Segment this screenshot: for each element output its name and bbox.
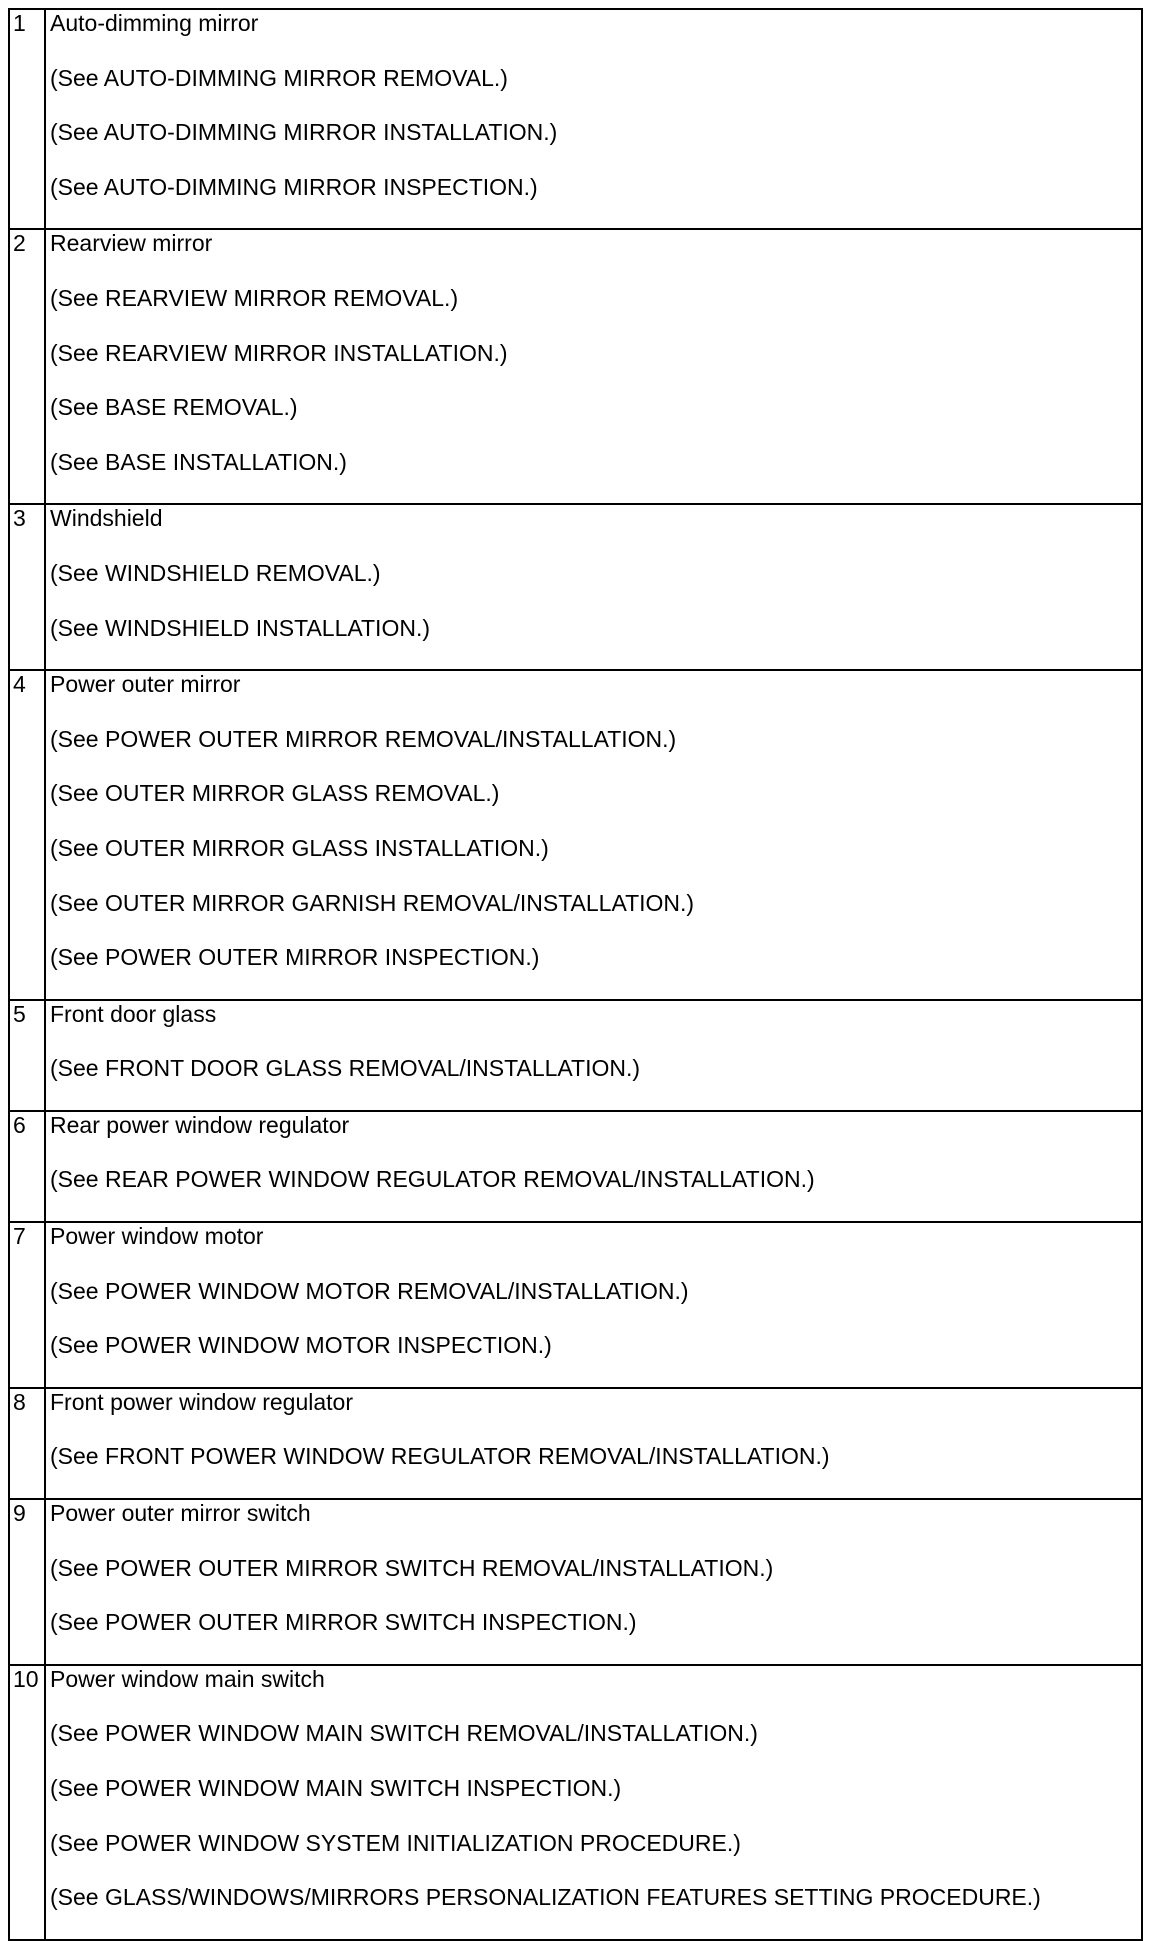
item-number: 1	[13, 10, 26, 36]
table-row	[9, 1222, 1142, 1388]
item-number-cell	[9, 1388, 45, 1499]
reference-link[interactable]: (See AUTO-DIMMING MIRROR INSTALLATION.)	[50, 119, 558, 146]
reference-link[interactable]: (See BASE INSTALLATION.)	[50, 448, 347, 475]
item-number-cell	[9, 1665, 45, 1940]
table-row	[9, 229, 1142, 504]
reference-link[interactable]: (See POWER OUTER MIRROR INSPECTION.)	[50, 944, 540, 971]
item-description-cell	[45, 229, 1142, 504]
item-number: 9	[13, 1500, 26, 1527]
item-title: Power outer mirror switch	[50, 1500, 311, 1527]
reference-link[interactable]: (See POWER OUTER MIRROR SWITCH INSPECTION.)	[50, 1609, 637, 1636]
item-number-cell	[9, 670, 45, 1000]
reference-link[interactable]: (See GLASS/WINDOWS/MIRRORS PERSONALIZATION FEATURES SETTING PROCEDURE.)	[50, 1884, 1041, 1911]
reference-link[interactable]: (See FRONT DOOR GLASS REMOVAL/INSTALLATION.)	[50, 1055, 641, 1082]
item-number: 7	[13, 1223, 26, 1250]
reference-link[interactable]: (See FRONT POWER WINDOW REGULATOR REMOVAL/INSTALLATION.)	[50, 1443, 830, 1470]
reference-link[interactable]: (See AUTO-DIMMING MIRROR INSPECTION.)	[50, 173, 538, 200]
item-description-cell	[45, 1111, 1142, 1222]
reference-link[interactable]: (See REARVIEW MIRROR INSTALLATION.)	[50, 339, 508, 366]
item-number-cell	[9, 229, 45, 504]
item-title: Power window motor	[50, 1223, 264, 1250]
reference-link[interactable]: (See POWER WINDOW MOTOR INSPECTION.)	[50, 1332, 552, 1359]
item-title: Rearview mirror	[50, 230, 213, 257]
item-number: 4	[13, 671, 26, 698]
reference-link[interactable]: (See AUTO-DIMMING MIRROR REMOVAL.)	[50, 64, 508, 91]
reference-link[interactable]: (See REAR POWER WINDOW REGULATOR REMOVAL/INSTALLATION.)	[50, 1166, 815, 1193]
reference-link[interactable]: (See POWER OUTER MIRROR SWITCH REMOVAL/INSTALLATION.)	[50, 1554, 774, 1581]
item-number-cell	[9, 1111, 45, 1222]
item-title: Power outer mirror	[50, 671, 241, 698]
item-number-cell	[9, 1000, 45, 1111]
item-number-cell	[9, 1222, 45, 1388]
item-number: 8	[13, 1388, 26, 1415]
reference-link[interactable]: (See REARVIEW MIRROR REMOVAL.)	[50, 284, 459, 311]
item-title: Front door glass	[50, 1000, 217, 1027]
item-description-cell	[45, 1000, 1142, 1111]
item-description-cell	[45, 1499, 1142, 1665]
parts-reference-table	[8, 8, 1143, 1941]
table-row	[9, 1665, 1142, 1940]
table-row	[9, 504, 1142, 670]
item-title: Windshield	[50, 505, 163, 532]
reference-link[interactable]: (See WINDSHIELD INSTALLATION.)	[50, 614, 430, 641]
item-title: Rear power window regulator	[50, 1111, 350, 1138]
item-number-cell	[9, 9, 45, 229]
parts-table-body	[9, 9, 1142, 1940]
reference-link[interactable]: (See POWER WINDOW MOTOR REMOVAL/INSTALLATION.)	[50, 1277, 689, 1304]
item-number-cell	[9, 1499, 45, 1665]
item-title: Auto-dimming mirror	[50, 10, 259, 36]
item-description-cell	[45, 504, 1142, 670]
reference-link[interactable]: (See WINDSHIELD REMOVAL.)	[50, 559, 381, 586]
item-description-cell	[45, 9, 1142, 229]
item-number: 3	[13, 505, 26, 532]
item-title: Front power window regulator	[50, 1388, 353, 1415]
item-description-cell	[45, 1222, 1142, 1388]
reference-link[interactable]: (See BASE REMOVAL.)	[50, 394, 298, 421]
item-number-cell	[9, 504, 45, 670]
item-number: 2	[13, 230, 26, 257]
reference-link[interactable]: (See OUTER MIRROR GLASS INSTALLATION.)	[50, 834, 549, 861]
table-row	[9, 1000, 1142, 1111]
reference-link[interactable]: (See POWER WINDOW SYSTEM INITIALIZATION PROCEDURE.)	[50, 1829, 741, 1856]
reference-link[interactable]: (See OUTER MIRROR GARNISH REMOVAL/INSTALLATION.)	[50, 889, 695, 916]
table-row	[9, 9, 1142, 229]
item-title: Power window main switch	[50, 1665, 325, 1692]
reference-link[interactable]: (See POWER OUTER MIRROR REMOVAL/INSTALLATION.)	[50, 725, 677, 752]
table-row	[9, 1499, 1142, 1665]
table-row	[9, 1388, 1142, 1499]
reference-link[interactable]: (See POWER WINDOW MAIN SWITCH INSPECTION.)	[50, 1775, 622, 1801]
reference-link[interactable]: (See OUTER MIRROR GLASS REMOVAL.)	[50, 780, 500, 807]
table-row	[9, 1111, 1142, 1222]
table-row	[9, 670, 1142, 1000]
item-number: 10	[13, 1665, 39, 1692]
item-description-cell	[45, 1665, 1142, 1940]
reference-link[interactable]: (See POWER WINDOW MAIN SWITCH REMOVAL/INSTALLATION.)	[50, 1720, 758, 1747]
item-description-cell	[45, 1388, 1142, 1499]
item-number: 6	[13, 1111, 26, 1138]
item-number: 5	[13, 1000, 26, 1027]
item-description-cell	[45, 670, 1142, 1000]
